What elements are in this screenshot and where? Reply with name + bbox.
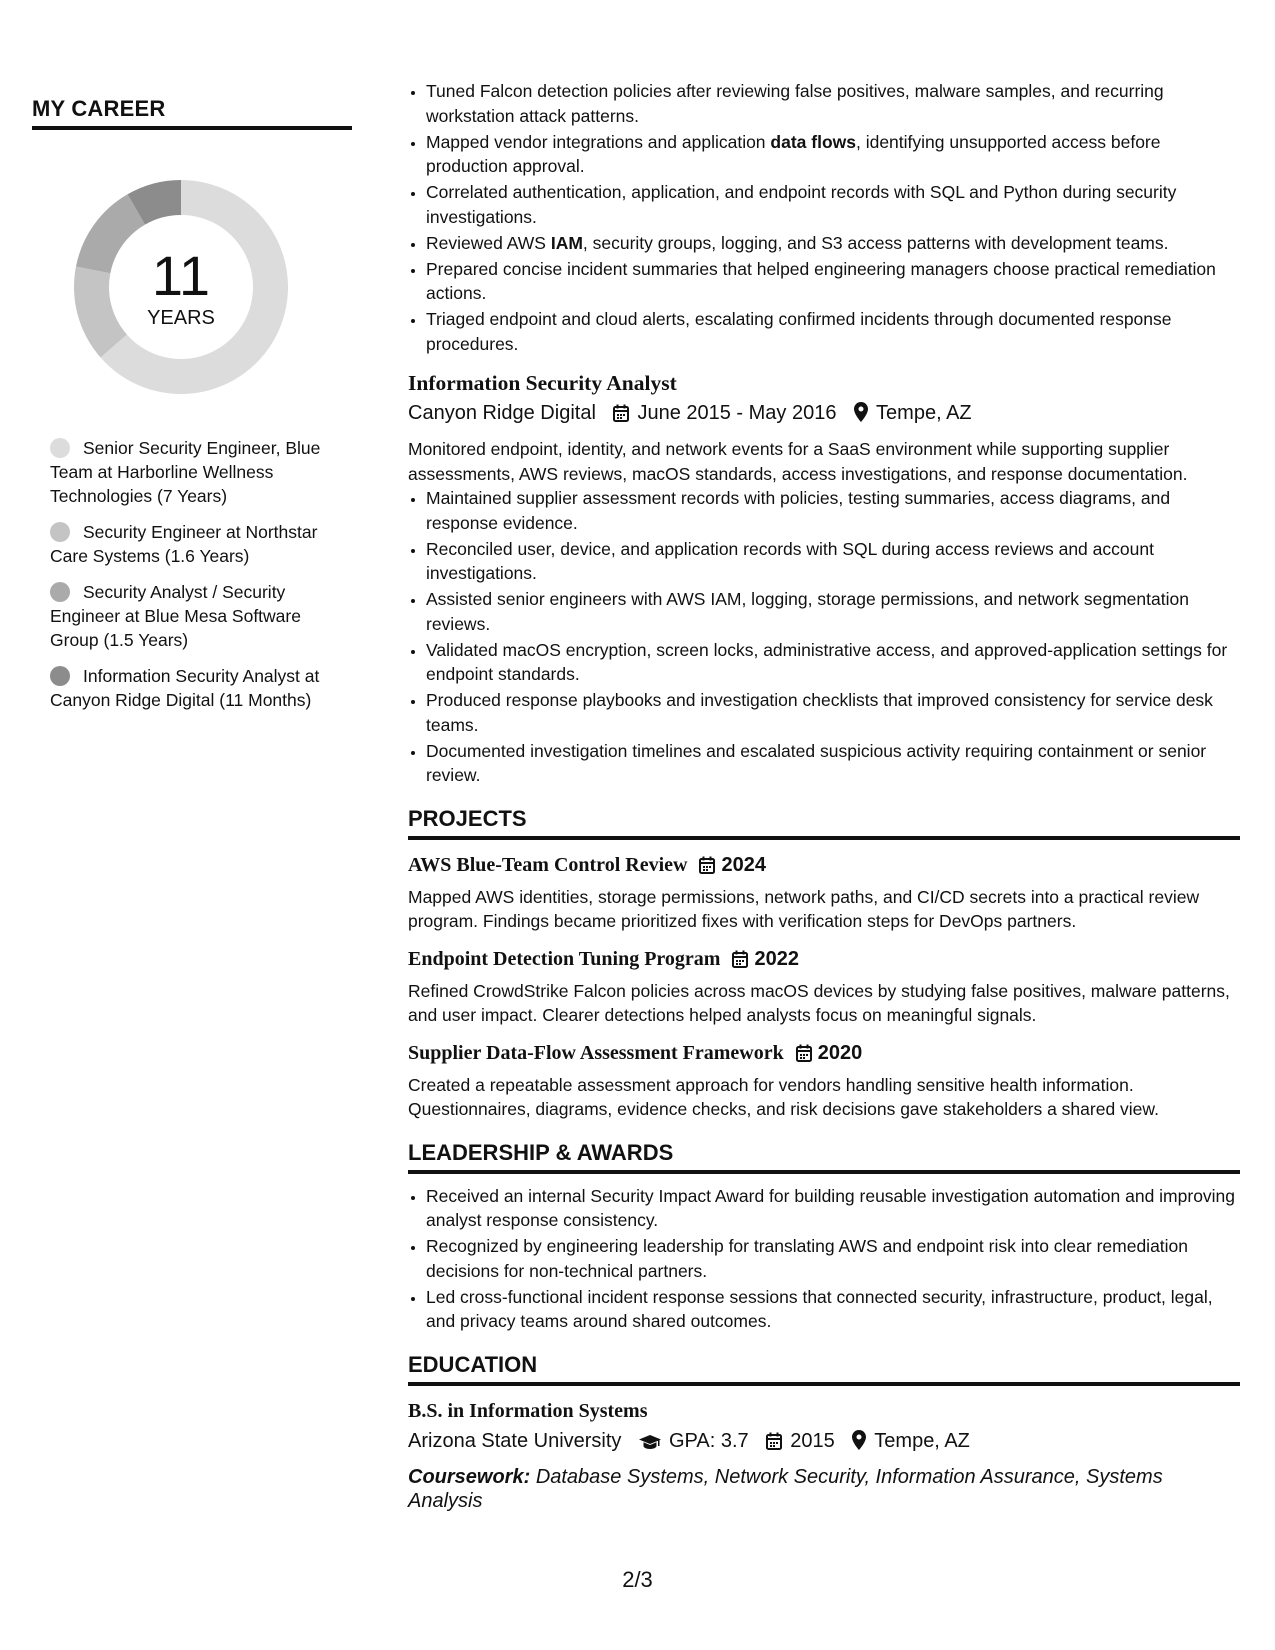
legend-text: Senior Security Engineer, Blue Team at Harborline Wellness Technologies (7 Years) xyxy=(50,438,321,506)
bullet-item xyxy=(426,231,1240,256)
bullet-item: • Triaged endpoint and cloud alerts, escalating confirmed incidents through documented response procedures. xyxy=(426,307,1240,356)
project-year: 2022 xyxy=(754,947,799,970)
calendar-icon xyxy=(796,1041,812,1071)
bullet-item: • Recognized by engineering leadership for translating AWS and endpoint risk into clear remediation decisions for non-technical partners. xyxy=(426,1234,1240,1283)
legend-dot-icon xyxy=(50,522,70,542)
calendar-icon xyxy=(699,853,715,883)
job-title: Information Security Analyst xyxy=(408,371,677,395)
career-donut-chart xyxy=(66,172,296,402)
coursework-label: Coursework: xyxy=(408,1465,531,1488)
project-title-row xyxy=(408,944,1240,977)
project-description: Created a repeatable assessment approach for vendors handling sensitive health information. Questionnaires, diagrams, evidence checks, and risk decisions gave stakeholders a shared view. xyxy=(408,1074,1159,1119)
bullet-item: • Produced response playbooks and investigation checklists that improved consistency for service desk teams. xyxy=(426,688,1240,737)
location-pin-icon xyxy=(854,401,868,431)
education-heading: EDUCATION xyxy=(408,1352,1240,1386)
education-meta xyxy=(408,1426,1240,1459)
bullet-item: • Led cross-functional incident response sessions that connected security, infrastructure, product, legal, and privacy teams around shared outcomes. xyxy=(426,1285,1240,1334)
calendar-icon xyxy=(732,947,748,977)
project-item xyxy=(408,1038,1240,1122)
job-meta xyxy=(408,398,1240,431)
project-description: Mapped AWS identities, storage permissions, network paths, and CI/CD secrets into a practical review program. Findings became prioritized fixes with verification steps for DevOps partners. xyxy=(408,886,1200,931)
education-school: Arizona State University xyxy=(408,1429,622,1452)
page-number: 2/3 xyxy=(622,1567,653,1592)
project-year: 2024 xyxy=(721,853,766,876)
bullet-item: • Documented investigation timelines and escalated suspicious activity requiring containment or senior review. xyxy=(426,739,1240,788)
bullet-text: Mapped vendor integrations and application data flows, identifying unsupported access before production approval. xyxy=(426,131,1161,176)
coursework xyxy=(408,1465,1240,1513)
career-sidebar xyxy=(32,96,352,724)
bullet-item: • Correlated authentication, application, and endpoint records with SQL and Python during security investigations. xyxy=(426,180,1240,229)
project-title-row xyxy=(408,1038,1240,1071)
job-location: Tempe, AZ xyxy=(876,402,972,424)
total-years-value: 11 xyxy=(151,244,211,307)
legend-item xyxy=(50,436,340,508)
main-content xyxy=(408,79,1240,1513)
total-years-unit: YEARS xyxy=(147,307,215,329)
job-company: Canyon Ridge Digital xyxy=(408,402,596,424)
bullet-item: • Tuned Falcon detection policies after reviewing false positives, malware samples, and recurring workstation attack patterns. xyxy=(426,79,1240,128)
job-description: Monitored endpoint, identity, and network events for a SaaS environment while supporting supplier assessments, AWS reviews, macOS standards, access investigations, and response documentation. xyxy=(408,439,1188,484)
graduation-cap-icon xyxy=(639,1429,661,1459)
career-legend xyxy=(50,436,340,712)
bullet-item: • Validated macOS encryption, screen locks, administrative access, and approved-application settings for endpoint standards. xyxy=(426,638,1240,687)
project-item xyxy=(408,850,1240,934)
legend-dot-icon xyxy=(50,666,70,686)
bullet-text: Reviewed AWS IAM, security groups, logging, and S3 access patterns with development teams. xyxy=(426,232,1169,253)
project-title: AWS Blue-Team Control Review xyxy=(408,853,688,876)
project-title: Supplier Data-Flow Assessment Framework xyxy=(408,1041,784,1064)
legend-text: Information Security Analyst at Canyon Ridge Digital (11 Months) xyxy=(50,666,320,710)
job-bullets xyxy=(408,486,1240,788)
calendar-icon xyxy=(613,401,629,431)
legend-text: Security Engineer at Northstar Care Systems (1.6 Years) xyxy=(50,522,318,566)
bullet-item xyxy=(426,130,1240,179)
bullet-item: • Prepared concise incident summaries that helped engineering managers choose practical remediation actions. xyxy=(426,257,1240,306)
project-title-row xyxy=(408,850,1240,883)
bullet-item: • Reconciled user, device, and application records with SQL during access reviews and account investigations. xyxy=(426,537,1240,586)
job-dates: June 2015 - May 2016 xyxy=(637,402,837,424)
coursework-list: Database Systems, Network Security, Information Assurance, Systems Analysis xyxy=(408,1465,1163,1512)
legend-dot-icon xyxy=(50,438,70,458)
legend-text: Security Analyst / Security Engineer at Blue Mesa Software Group (1.5 Years) xyxy=(50,582,301,650)
education-year: 2015 xyxy=(790,1429,835,1452)
project-year: 2020 xyxy=(817,1041,863,1064)
previous-job-bullets xyxy=(408,79,1240,356)
legend-item xyxy=(50,520,340,568)
calendar-icon xyxy=(766,1429,782,1459)
bullet-item: • Received an internal Security Impact Award for building reusable investigation automation and improving analyst response consistency. xyxy=(426,1184,1240,1233)
career-heading: MY CAREER xyxy=(32,96,352,130)
legend-dot-icon xyxy=(50,582,70,602)
leadership-heading: LEADERSHIP & AWARDS xyxy=(408,1140,1240,1174)
bullet-item: • Assisted senior engineers with AWS IAM, logging, storage permissions, and network segmentation reviews. xyxy=(426,587,1240,636)
project-title: Endpoint Detection Tuning Program xyxy=(408,947,721,970)
project-item xyxy=(408,944,1240,1028)
bullet-item: • Maintained supplier assessment records with policies, testing summaries, access diagrams, and response evidence. xyxy=(426,486,1240,535)
legend-item xyxy=(50,580,340,652)
projects-heading: PROJECTS xyxy=(408,806,1240,840)
donut-center xyxy=(66,172,296,402)
legend-item xyxy=(50,664,340,712)
education-location: Tempe, AZ xyxy=(874,1429,970,1452)
education-gpa: GPA: 3.7 xyxy=(668,1429,749,1452)
education-degree: B.S. in Information Systems xyxy=(408,1399,648,1422)
leadership-bullets xyxy=(408,1184,1240,1334)
location-pin-icon xyxy=(852,1429,866,1459)
project-description: Refined CrowdStrike Falcon policies across macOS devices by studying false positives, malware patterns, and user impact. Clearer detections helped analysts focus on meaningful signals. xyxy=(408,980,1230,1025)
